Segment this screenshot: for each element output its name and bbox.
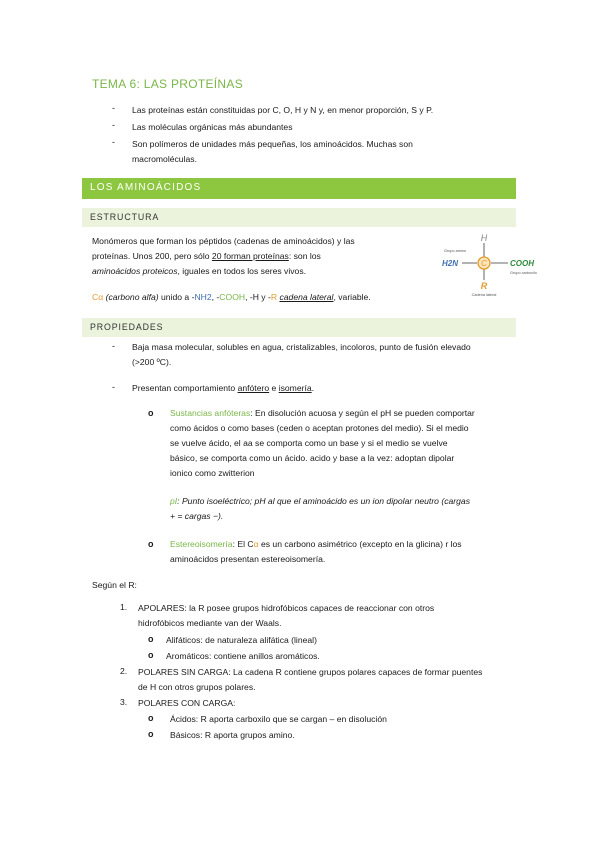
basicos-item: Básicos: R aporta grupos amino. <box>170 730 295 740</box>
page-title: TEMA 6: LAS PROTEÍNAS <box>92 77 244 91</box>
section-header <box>82 178 516 199</box>
circle-bullet: o <box>148 634 154 644</box>
intro-bullet-3-cont: macromoléculas. <box>132 154 197 164</box>
acidos-item: Ácidos: R aporta carboxilo que se cargan – en disolución <box>170 714 387 724</box>
diagram-h2n: H2N <box>441 259 458 268</box>
estereoisomeria-block: Estereoisomería: El Cα es un carbono asimétrico (excepto en la glicina) r los aminoácidos presentan estereoisomería. <box>170 539 462 564</box>
propiedades-bullet-2: Presentan comportamiento anfótero e isomería. <box>132 383 315 393</box>
carbono-alfa-line: Cα (carbono alfa) unido a -NH2, -COOH, -H y -R cadena lateral, variable. <box>92 292 371 302</box>
estructura-line-1: Monómeros que forman los péptidos (cadenas de aminoácidos) y las <box>92 236 355 246</box>
circle-bullet: o <box>148 539 154 549</box>
intro-bullet-2: Las moléculas orgánicas más abundantes <box>132 122 293 132</box>
intro-bullet-3: Son polímeros de unidades más pequeñas, los aminoácidos. Muchas son <box>132 139 413 149</box>
bullet-dash: - <box>112 341 115 351</box>
propiedades-title: PROPIEDADES <box>90 322 164 332</box>
diagram-label-amino: Grupo amino <box>444 249 466 253</box>
estructura-header <box>82 208 516 227</box>
amino-acid-diagram <box>438 230 537 302</box>
list-number: 1. <box>120 602 128 612</box>
section-title: LOS AMINOÁCIDOS <box>90 182 202 193</box>
list-number: 3. <box>120 697 128 707</box>
propiedades-header <box>82 318 516 337</box>
circle-bullet: o <box>148 729 154 739</box>
diagram-label-cadena: Cadena lateral <box>471 293 497 297</box>
bullet-dash: - <box>112 103 115 113</box>
estructura-line-2: proteínas. Unos 200, pero sólo 20 forman proteínas: son los <box>92 251 321 261</box>
propiedades-bullet-1: Baja masa molecular, solubles en agua, cristalizables, incoloros, punto de fusión elevado (>200 ºC). <box>132 342 471 367</box>
diagram-r: R <box>480 281 488 291</box>
estructura-title: ESTRUCTURA <box>90 212 160 222</box>
bullet-dash: - <box>112 120 115 130</box>
anfoteras-block: Sustancias anfóteras: En disolución acuosa y según el pH se pueden comportar como ácidos o como bases (ceden o aceptan protones del medio). Si el medio se vuelve ácido, el aa se comporta como un base y si el medio se vuelve básico, se comporta como un ácido. acido y base a la vez: adoptan dipolar ionico como zwitterion <box>170 408 475 478</box>
circle-bullet: o <box>148 408 154 418</box>
polares-sin-carga-item: POLARES SIN CARGA: La cadena R contiene grupos polares capaces de formar puentes de H con otros grupos polares. <box>138 667 483 692</box>
bullet-dash: - <box>112 382 115 392</box>
diagram-h: H <box>480 233 488 243</box>
circle-bullet: o <box>148 713 154 723</box>
polares-con-carga-item: POLARES CON CARGA: <box>138 698 236 708</box>
apolares-item: APOLARES: la R posee grupos hidrofóbicos capaces de reaccionar con otros hidrofóbicos mediante van der Waals. <box>138 603 435 628</box>
diagram-label-carboxilo: Grupo carboxilo <box>510 271 537 275</box>
list-number: 2. <box>120 666 128 676</box>
bullet-dash: - <box>112 137 115 147</box>
punto-isoelectrico: pI: Punto isoeléctrico; pH al que el aminoácido es un ion dipolar neutro (cargas + = cargas −). <box>170 496 471 521</box>
alifaticos-item: Alifáticos: de naturaleza alifática (lineal) <box>166 635 317 645</box>
diagram-cooh: COOH <box>510 259 534 268</box>
aromaticos-item: Aromáticos: contiene anillos aromáticos. <box>166 651 320 661</box>
diagram-carbon: C <box>481 259 487 268</box>
estructura-line-3: aminoácidos proteicos, iguales en todos los seres vivos. <box>92 266 307 276</box>
estructura-paragraph <box>92 234 401 279</box>
intro-bullet-1: Las proteínas están constituidas por C, O, H y N y, en menor proporción, S y P. <box>132 105 434 115</box>
segun-r-heading: Según el R: <box>92 580 137 590</box>
circle-bullet: o <box>148 650 154 660</box>
